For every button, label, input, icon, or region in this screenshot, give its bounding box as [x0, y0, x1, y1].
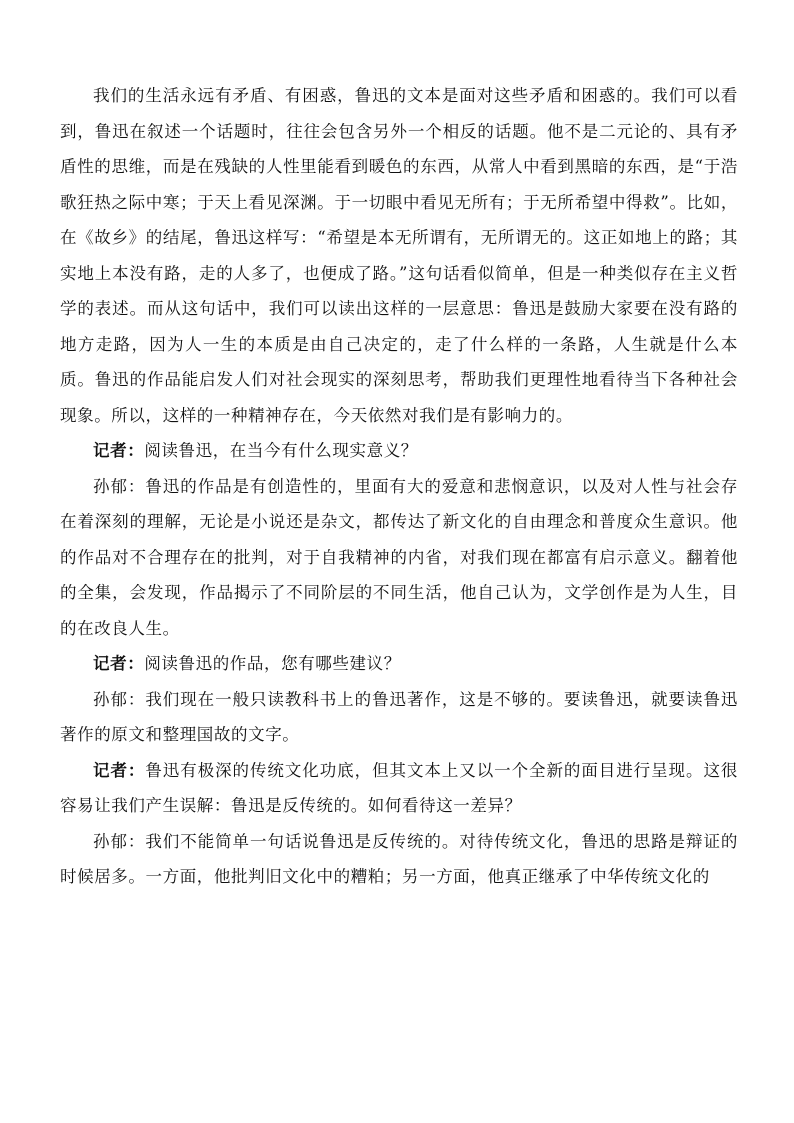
- answer-text: 鲁迅的作品是有创造性的，里面有大的爱意和悲悯意识，以及对人性与社会存在着深刻的理解，无论是小说还是杂文，都传达了新文化的自由理念和普度众生意识。他的作品对不合理存在的批判，对于自我精神的内省，对我们现在都富有启示意义。翻着他的全集，会发现，作品揭示了不同阶层的不同生活，他自己认为，文学创作是为人生，目的在改良人生。: [60, 476, 738, 638]
- speaker-label: 孙郁：: [93, 476, 146, 496]
- speaker-label: 孙郁：: [93, 689, 146, 709]
- interview-question: [60, 433, 738, 469]
- answer-text: 我们不能简单一句话说鲁迅是反传统的。对待传统文化，鲁迅的思路是辩证的时候居多。一方面，他批判旧文化中的糟粕；另一方面，他真正继承了中华传统文化的: [60, 831, 738, 886]
- question-text: 阅读鲁迅，在当今有什么现实意义？: [144, 441, 418, 460]
- answer-text: 我们现在一般只读教科书上的鲁迅著作，这是不够的。要读鲁迅，就要读鲁迅著作的原文和整理国故的文字。: [60, 689, 738, 744]
- speaker-label: 孙郁：: [93, 831, 146, 851]
- interview-question: [60, 753, 738, 824]
- speaker-label: 记者：: [93, 654, 145, 673]
- interview-answer: [60, 682, 738, 753]
- speaker-label: 记者：: [93, 760, 146, 780]
- document-page: [60, 78, 738, 895]
- speaker-label: 记者：: [93, 441, 145, 460]
- question-text: 阅读鲁迅的作品，您有哪些建议？: [144, 654, 401, 673]
- paragraph-text: 我们的生活永远有矛盾、有困惑，鲁迅的文本是面对这些矛盾和困惑的。我们可以看到，鲁迅在叙述一个话题时，往往会包含另外一个相反的话题。他不是二元论的、具有矛盾性的思维，而是在残缺的人性里能看到暖色的东西，从常人中看到黑暗的东西，是“于浩歌狂热之际中寒；于天上看见深渊。于一切眼中看见无所有；于无所希望中得救”。比如，在《故乡》的结尾，鲁迅这样写：“希望是本无所谓有，无所谓无的。这正如地上的路；其实地上本没有路，走的人多了，也便成了路。”这句话看似简单，但是一种类似存在主义哲学的表述。而从这句话中，我们可以读出这样的一层意思：鲁迅是鼓励大家要在没有路的地方走路，因为人一生的本质是由自己决定的，走了什么样的一条路，人生就是什么本质。鲁迅的作品能启发人们对社会现实的深刻思考，帮助我们更理性地看待当下各种社会现象。所以，这样的一种精神存在，今天依然对我们是有影响力的。: [60, 86, 738, 425]
- interview-answer: [60, 824, 738, 895]
- interview-question: [60, 646, 738, 682]
- interview-answer: [60, 469, 738, 647]
- body-paragraph: [60, 78, 738, 433]
- question-text: 鲁迅有极深的传统文化功底，但其文本上又以一个全新的面目进行呈现。这很容易让我们产生误解：鲁迅是反传统的。如何看待这一差异？: [60, 760, 738, 815]
